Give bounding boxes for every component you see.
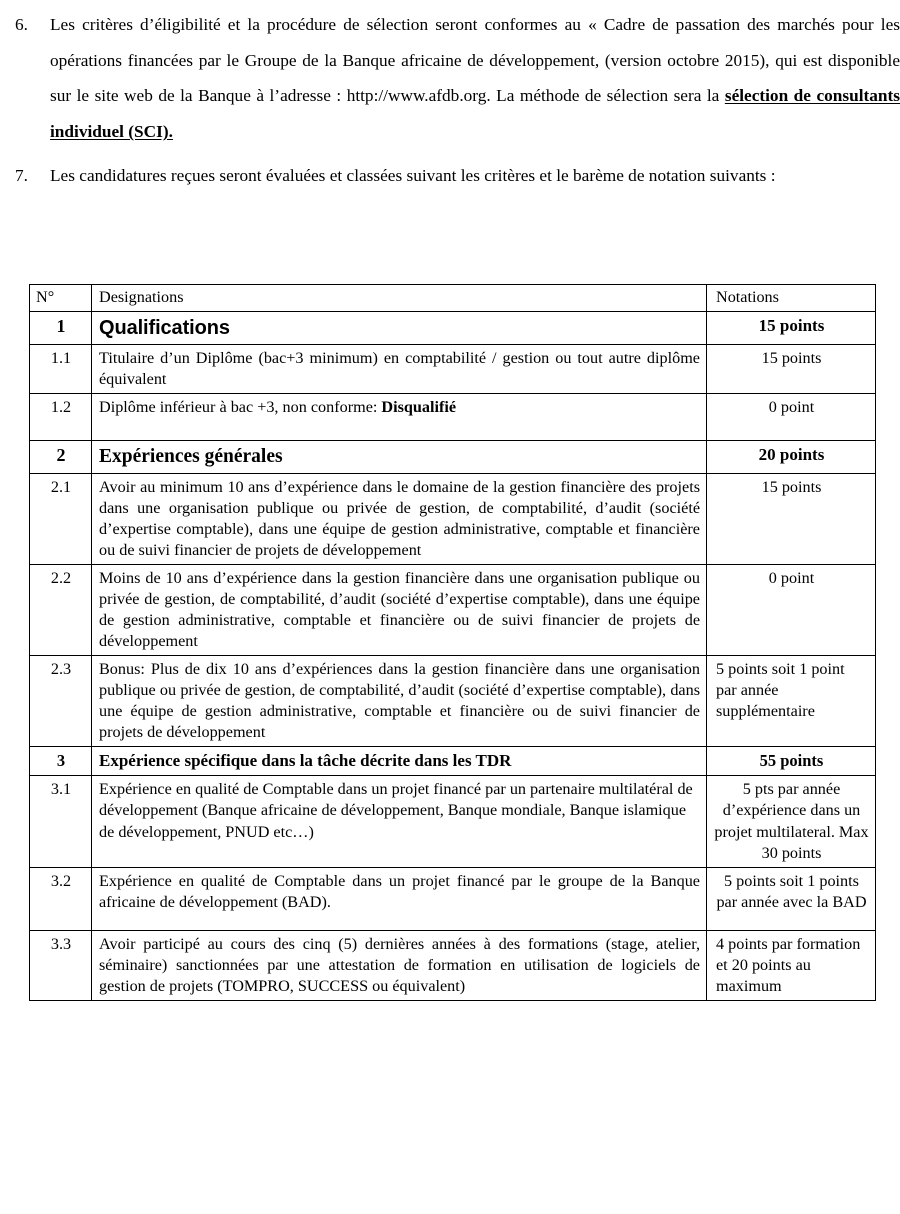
header-cell-notation: Notations: [707, 285, 876, 312]
section-3-number: 3: [30, 747, 92, 776]
header-cell-num: N°: [30, 285, 92, 312]
row-2-1-number: 2.1: [30, 473, 92, 564]
row-1-2-designation: [92, 394, 707, 441]
paragraph-6-number: 6.: [15, 15, 28, 34]
row-1-1-number: 1.1: [30, 345, 92, 394]
paragraph-7: [0, 158, 900, 194]
numbered-paragraph-list: [0, 7, 900, 193]
row-2-3-number: 2.3: [30, 656, 92, 747]
table-section-row-1: [30, 312, 876, 345]
paragraph-7-body: Les candidatures reçues seront évaluées et classées suivant les critères et le barème de notation suivants :: [50, 165, 776, 185]
table-row: [30, 473, 876, 564]
row-2-2-designation: Moins de 10 ans d’expérience dans la gestion financière dans une organisation publique ou privée de gestion, de comptabilité, d’audit (société d’expertise comptable), dans une équipe de gestion administrative, comptable et financière ou de suivi financier de projets de développement: [92, 564, 707, 655]
row-3-2-number: 3.2: [30, 867, 92, 930]
row-1-2-number: 1.2: [30, 394, 92, 441]
table-row: [30, 394, 876, 441]
section-1-number: 1: [30, 312, 92, 345]
row-1-2-designation-text: Diplôme inférieur à bac +3, non conforme:: [99, 398, 382, 417]
row-3-1-notation: 5 pts par année d’expérience dans un projet multilateral. Max 30 points: [707, 776, 876, 867]
table-row: [30, 867, 876, 930]
paragraph-7-number: 7.: [15, 165, 28, 185]
row-3-2-notation: 5 points soit 1 points par année avec la BAD: [707, 867, 876, 930]
row-2-2-number: 2.2: [30, 564, 92, 655]
row-1-1-designation: Titulaire d’un Diplôme (bac+3 minimum) en comptabilité / gestion ou tout autre diplôme équivalent: [92, 345, 707, 394]
scoring-table: [29, 284, 876, 1001]
row-3-3-designation: Avoir participé au cours des cinq (5) dernières années à des formations (stage, atelier, séminaire) sanctionnées par une attestation de formation en utilisation de logiciels de gestion de projets (TOMPRO, SUCCESS ou équivalent): [92, 930, 707, 1000]
paragraph-6-text: Les critères d’éligibilité et la procédure de sélection seront conformes au « Cadre de passation des marchés pour les opérations financées par le Groupe de la Banque africaine de développement, (version octobre 2015), qui est disponible sur le site web de la Banque à l’adresse : http://www.afdb.org. La méthode de sélection sera la: [50, 15, 900, 106]
table-row: [30, 930, 876, 1000]
row-2-2-notation: 0 point: [707, 564, 876, 655]
paragraph-6-body: [50, 15, 900, 141]
section-3-notation: 55 points: [707, 747, 876, 776]
table-section-row-3: [30, 747, 876, 776]
section-2-notation: 20 points: [707, 441, 876, 473]
section-2-title: Expériences générales: [92, 441, 707, 473]
table-row: [30, 656, 876, 747]
table-section-row-2: [30, 441, 876, 473]
row-2-1-notation: 15 points: [707, 473, 876, 564]
table-row: [30, 776, 876, 867]
row-1-2-designation-bold: Disqualifié: [381, 398, 457, 417]
paragraph-6: [0, 7, 900, 150]
row-1-2-notation: 0 point: [707, 394, 876, 441]
row-2-3-notation: 5 points soit 1 point par année supplémentaire: [707, 656, 876, 747]
section-1-title: Qualifications: [92, 312, 707, 345]
row-3-2-designation: Expérience en qualité de Comptable dans un projet financé par le groupe de la Banque africaine de développement (BAD).: [92, 867, 707, 930]
row-2-3-designation: Bonus: Plus de dix 10 ans d’expériences dans la gestion financière dans une organisation publique ou privée de gestion, de comptabilité, d’audit (société d’expertise comptable), dans une équipe de gestion administrative, comptable et financière ou de suivi financier de projets de développement: [92, 656, 707, 747]
paragraph-6-emphasis: sélection de consultants individuel (SCI).: [50, 86, 900, 141]
table-row: [30, 564, 876, 655]
section-3-title: Expérience spécifique dans la tâche décrite dans les TDR: [92, 747, 707, 776]
table-header-row: [30, 285, 876, 312]
row-3-3-notation: 4 points par formation et 20 points au maximum: [707, 930, 876, 1000]
row-1-1-notation: 15 points: [707, 345, 876, 394]
table-row: [30, 345, 876, 394]
row-3-1-designation: Expérience en qualité de Comptable dans un projet financé par un partenaire multilatéral de développement (Banque africaine de développement, Banque mondiale, Banque islamique de développement, PNUD etc…): [92, 776, 707, 867]
section-1-notation: 15 points: [707, 312, 876, 345]
header-cell-designation: Designations: [92, 285, 707, 312]
section-2-number: 2: [30, 441, 92, 473]
row-3-1-number: 3.1: [30, 776, 92, 867]
row-2-1-designation: Avoir au minimum 10 ans d’expérience dans le domaine de la gestion financière des projets dans une organisation publique ou privée de gestion, de comptabilité, d’audit (société d’expertise comptable), dans une équipe de gestion administrative, comptable et financière ou de suivi financier de projets de développement: [92, 473, 707, 564]
row-3-3-number: 3.3: [30, 930, 92, 1000]
scoring-table-wrapper: [29, 284, 875, 1001]
